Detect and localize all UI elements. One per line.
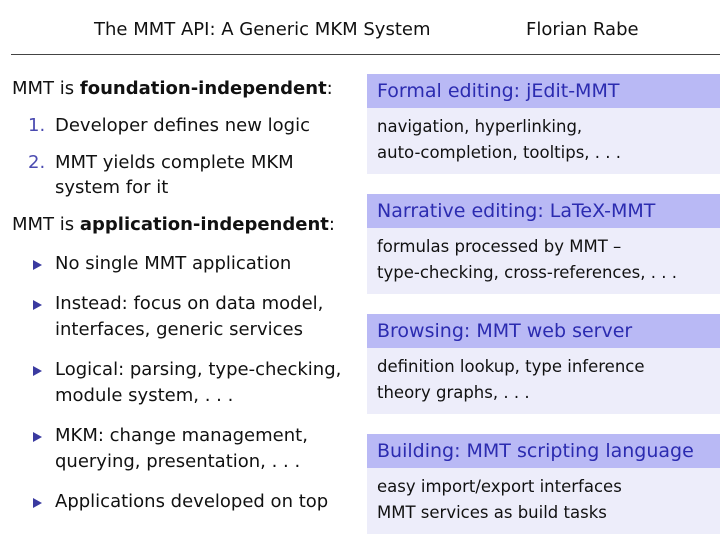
block-browsing bbox=[367, 314, 720, 414]
item-text: Logical: parsing, type-checking, module system, . . . bbox=[55, 359, 342, 406]
item-text: MMT yields complete MKM system for it bbox=[55, 152, 294, 198]
foundation-bold: foundation-independent bbox=[79, 78, 327, 99]
triangle-bullet-icon bbox=[33, 432, 42, 442]
block-line: easy import/export interfaces bbox=[377, 477, 622, 496]
list-item bbox=[12, 251, 357, 277]
text-suffix: : bbox=[326, 78, 333, 99]
enumerated-list bbox=[12, 113, 357, 200]
item-text: MKM: change management, querying, presentation, . . . bbox=[55, 425, 308, 472]
item-text: Applications developed on top bbox=[55, 491, 329, 512]
block-title: Formal editing: jEdit-MMT bbox=[367, 74, 720, 108]
item-text: Instead: focus on data model, interfaces, generic services bbox=[55, 293, 324, 340]
block-line: definition lookup, type inference bbox=[377, 357, 645, 376]
list-item bbox=[12, 150, 357, 200]
block-title: Narrative editing: LaTeX-MMT bbox=[367, 194, 720, 228]
block-body bbox=[367, 468, 720, 534]
block-line: MMT services as build tasks bbox=[377, 503, 607, 522]
block-body bbox=[367, 348, 720, 414]
item-text: No single MMT application bbox=[55, 253, 292, 274]
bullet-list bbox=[12, 251, 357, 515]
block-line: type-checking, cross-references, . . . bbox=[377, 263, 677, 282]
list-item bbox=[12, 291, 357, 343]
triangle-bullet-icon bbox=[33, 300, 42, 310]
block-building bbox=[367, 434, 720, 534]
block-body bbox=[367, 228, 720, 294]
text-prefix: MMT is bbox=[12, 214, 80, 235]
triangle-bullet-icon bbox=[33, 260, 42, 270]
block-title: Building: MMT scripting language bbox=[367, 434, 720, 468]
header-divider bbox=[11, 54, 720, 55]
list-item bbox=[12, 423, 357, 475]
block-line: navigation, hyperlinking, bbox=[377, 117, 583, 136]
block-body bbox=[367, 108, 720, 174]
list-item bbox=[12, 113, 357, 138]
item-text: Developer defines new logic bbox=[55, 115, 310, 136]
application-bold: application-independent bbox=[79, 214, 329, 235]
text-prefix: MMT is bbox=[12, 78, 80, 99]
list-item bbox=[12, 357, 357, 409]
item-number: 2. bbox=[28, 152, 46, 173]
block-line: auto-completion, tooltips, . . . bbox=[377, 143, 622, 162]
block-line: formulas processed by MMT – bbox=[377, 237, 622, 256]
application-paragraph bbox=[12, 212, 357, 237]
triangle-bullet-icon bbox=[33, 498, 42, 508]
slide-header bbox=[0, 0, 720, 50]
text-suffix: : bbox=[328, 214, 335, 235]
list-item bbox=[12, 489, 357, 515]
item-number: 1. bbox=[28, 115, 46, 136]
foundation-paragraph bbox=[12, 76, 357, 101]
block-line: theory graphs, . . . bbox=[377, 383, 530, 402]
triangle-bullet-icon bbox=[33, 366, 42, 376]
author-name: Florian Rabe bbox=[526, 19, 639, 40]
block-narrative-editing bbox=[367, 194, 720, 294]
presentation-title: The MMT API: A Generic MKM System bbox=[94, 19, 431, 40]
left-column bbox=[12, 76, 357, 529]
block-title: Browsing: MMT web server bbox=[367, 314, 720, 348]
block-formal-editing bbox=[367, 74, 720, 174]
